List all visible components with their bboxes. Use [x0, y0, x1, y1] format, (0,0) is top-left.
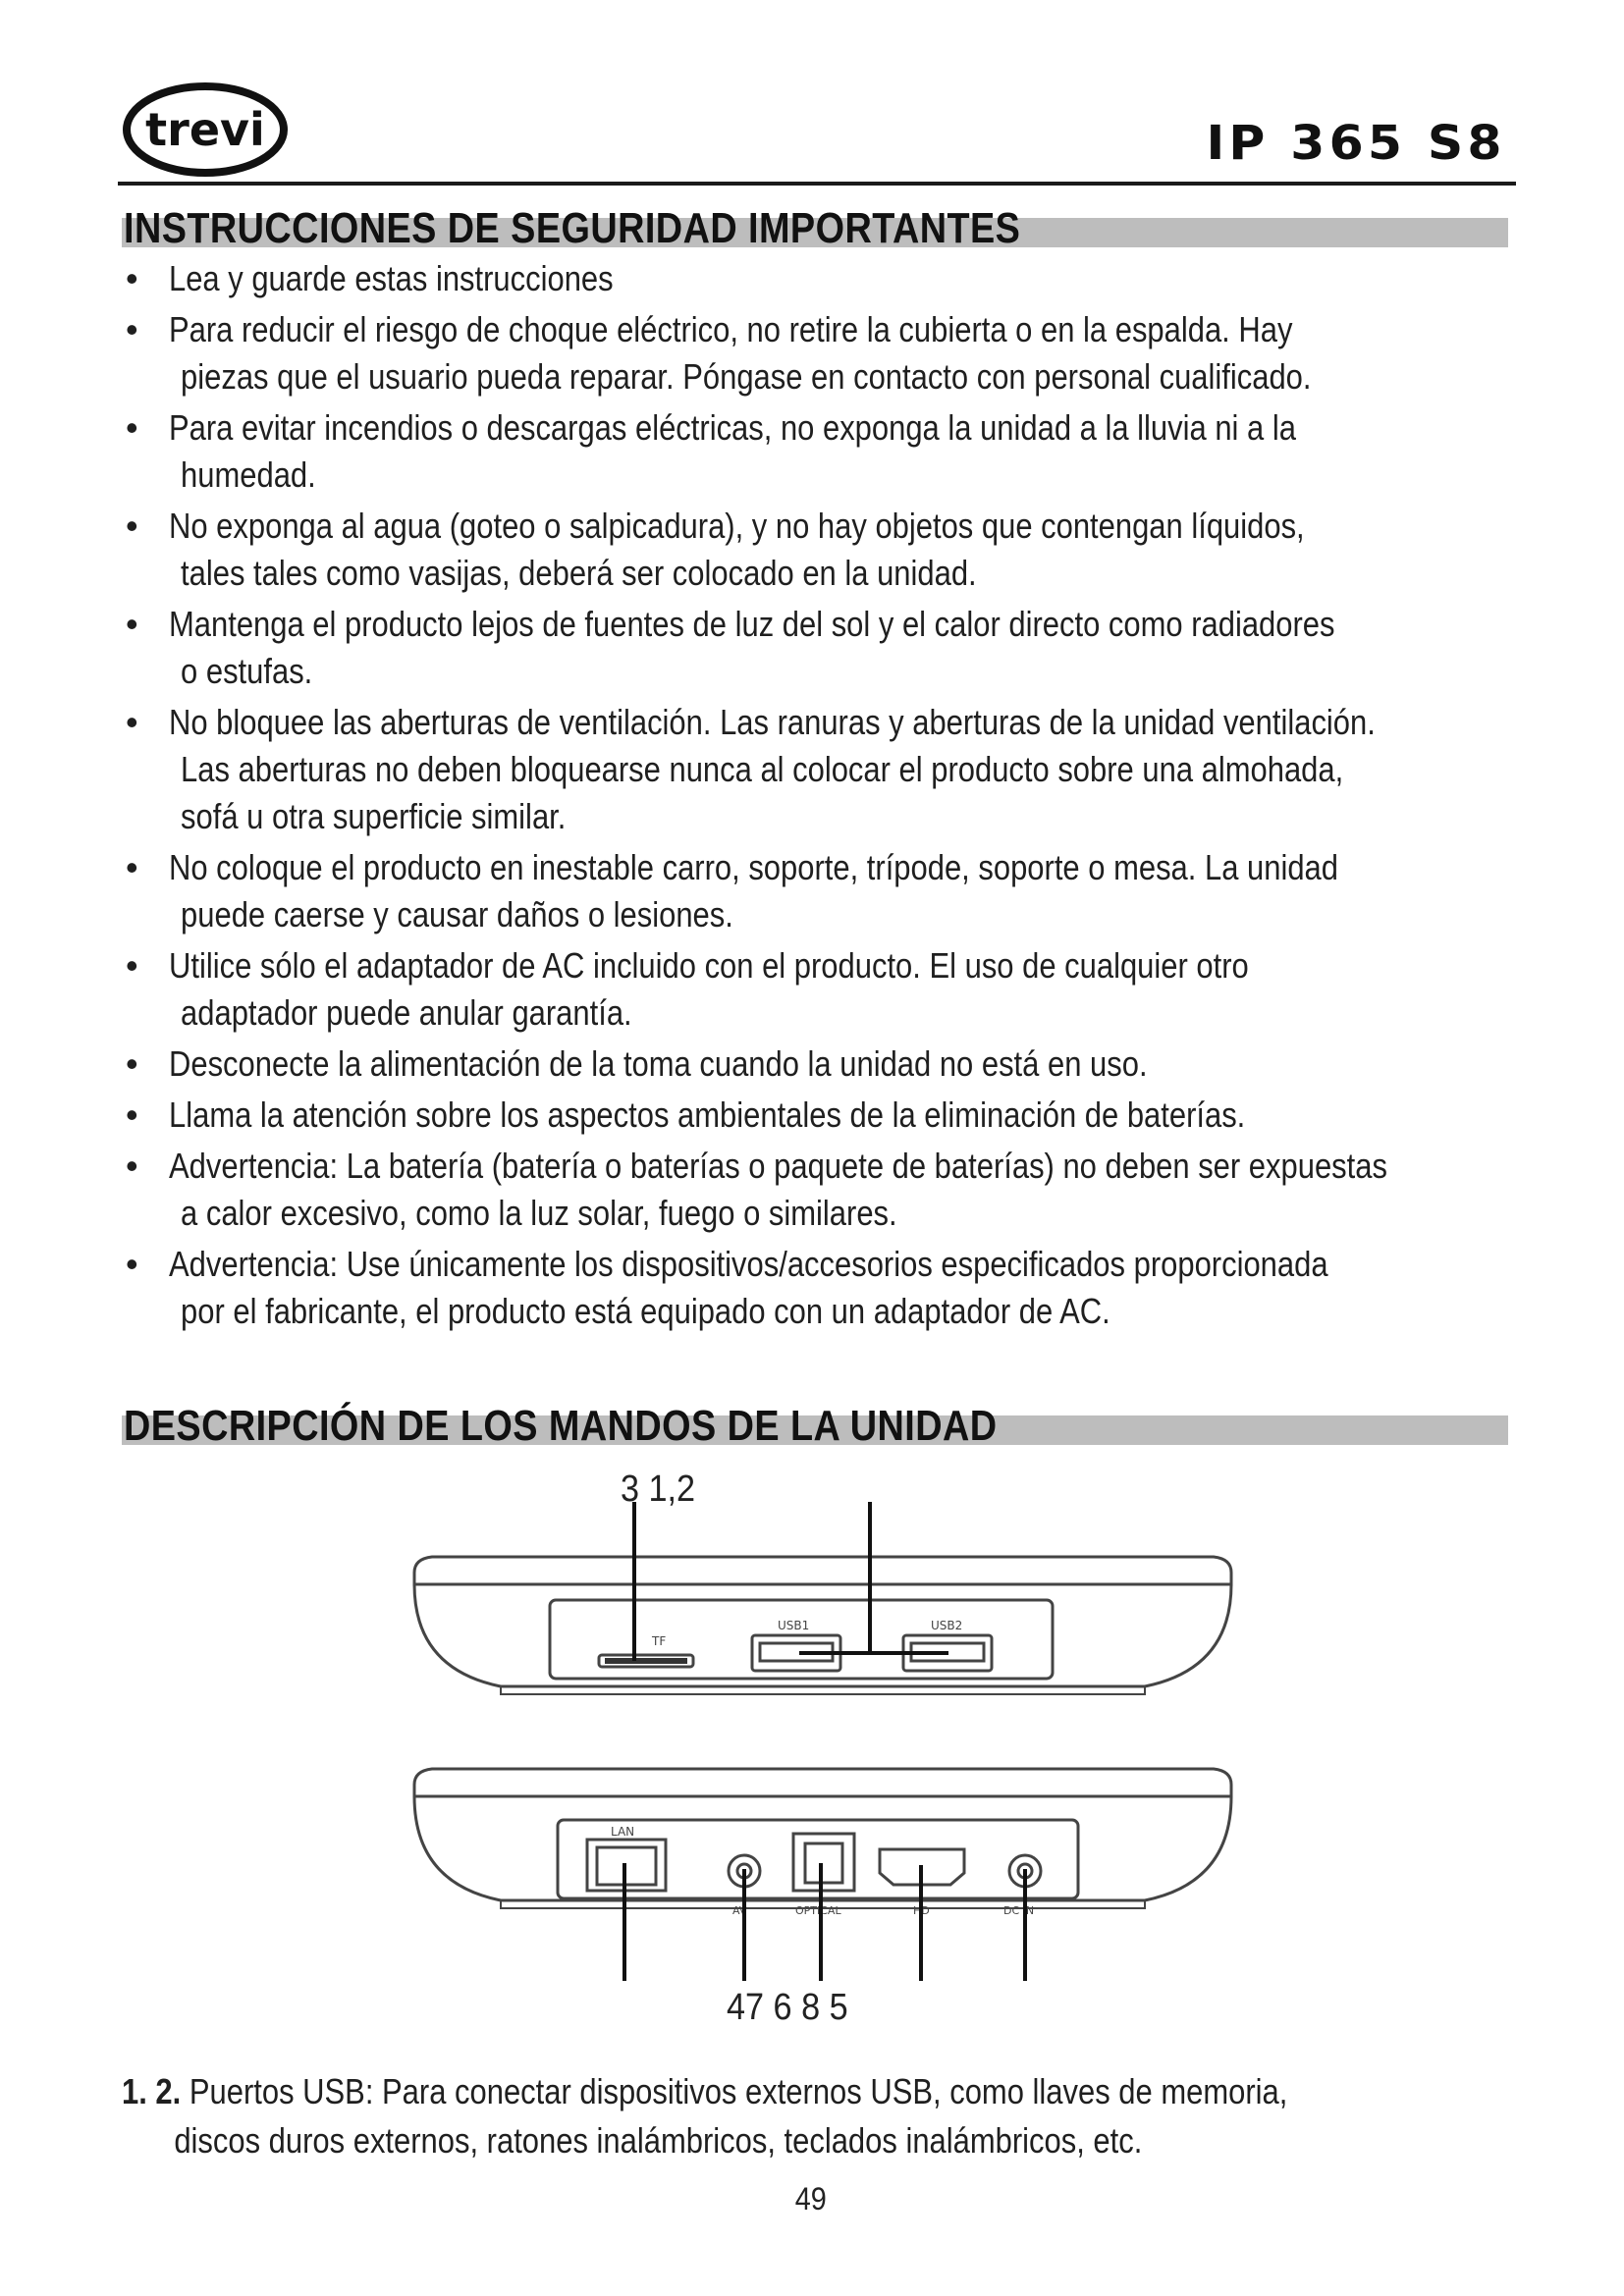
port-label-lan: LAN [611, 1825, 635, 1839]
safety-item-line: Para reducir el riesgo de choque eléctrico, no retire la cubierta o en la espalda. Hay [169, 309, 1293, 349]
desc-line1: Puertos USB: Para conectar dispositivos externos USB, como llaves de memoria, [189, 2071, 1288, 2111]
safety-item-line: tales tales como vasijas, deberá ser colocado en la unidad. [181, 553, 977, 593]
bullet-icon: • [126, 506, 138, 546]
front-pointer-lines [634, 1502, 948, 1661]
safety-item-line: piezas que el usuario pueda reparar. Póngase en contacto con personal cualificado. [181, 356, 1312, 397]
desc-number: 1. 2. [122, 2071, 182, 2111]
safety-item-line: No exponga al agua (goteo o salpicadura), y no hay objetos que contengan líquidos, [169, 506, 1305, 546]
safety-item [122, 942, 1516, 1037]
safety-item-line: Para evitar incendios o descargas eléctricas, no exponga la unidad a la lluvia ni a la [169, 407, 1296, 448]
bullet-icon: • [126, 604, 138, 644]
bullet-icon: • [126, 1244, 138, 1284]
port-label-av: AV [732, 1904, 747, 1917]
safety-item-line: por el fabricante, el producto está equipado con un adaptador de AC. [181, 1291, 1110, 1331]
safety-item-line: Utilice sólo el adaptador de AC incluido con el producto. El uso de cualquier otro [169, 945, 1249, 986]
safety-item [122, 1241, 1516, 1335]
device-front-view [414, 1557, 1231, 1694]
bullet-icon: • [126, 407, 138, 448]
desc-line2: discos duros externos, ratones inalámbricos, teclados inalámbricos, etc. [174, 2120, 1143, 2161]
heading-text: INSTRUCCIONES DE SEGURIDAD IMPORTANTES [124, 204, 1021, 252]
model-name: IP 365 S8 [1206, 116, 1506, 171]
device-diagram [393, 1453, 1257, 2042]
safety-item [122, 699, 1516, 840]
safety-item-line: No coloque el producto en inestable carro, soporte, trípode, soporte o mesa. La unidad [169, 847, 1338, 887]
section-safety-heading [122, 204, 1508, 252]
port-label-dcin: DC IN [1003, 1904, 1035, 1917]
diagram-label-bottom: 47 6 8 5 [727, 1987, 848, 2028]
safety-item [122, 1143, 1516, 1237]
page-number: 49 [794, 2181, 827, 2216]
diagram-label-top: 3 1,2 [621, 1468, 696, 1510]
safety-item-line: sofá u otra superficie similar. [181, 796, 567, 836]
port-label-optical: OPTICAL [795, 1904, 841, 1917]
safety-item-line: Lea y guarde estas instrucciones [169, 258, 614, 298]
bullet-icon: • [126, 1095, 138, 1135]
safety-item [122, 404, 1516, 499]
safety-item-line: adaptador puede anular garantía. [181, 992, 632, 1033]
bullet-icon: • [126, 945, 138, 986]
header-rule [118, 182, 1516, 186]
safety-item-line: No bloquee las aberturas de ventilación. Las ranuras y aberturas de la unidad ventilación. [169, 702, 1376, 742]
safety-item-line: humedad. [181, 454, 316, 495]
safety-item [122, 503, 1516, 597]
heading-text: DESCRIPCIÓN DE LOS MANDOS DE LA UNIDAD [124, 1402, 998, 1450]
bullet-icon: • [126, 847, 138, 887]
back-pointer-lines [624, 1863, 1025, 1981]
logo-text: trevi [145, 103, 265, 156]
safety-item-line: Mantenga el producto lejos de fuentes de luz del sol y el calor directo como radiadores [169, 604, 1335, 644]
safety-item [122, 1041, 1516, 1088]
safety-item [122, 1092, 1516, 1139]
safety-item-line: Advertencia: Use únicamente los dispositivos/accesorios especificados proporcionada [169, 1244, 1328, 1284]
bullet-icon: • [126, 1146, 138, 1186]
controls-description [122, 2067, 1516, 2165]
safety-item-line: Las aberturas no deben bloquearse nunca al colocar el producto sobre una almohada, [181, 749, 1344, 789]
bullet-icon: • [126, 258, 138, 298]
port-label-hd: HD [913, 1904, 930, 1917]
safety-item-line: puede caerse y causar daños o lesiones. [181, 894, 733, 934]
safety-item-line: o estufas. [181, 651, 313, 691]
port-label-tf: TF [652, 1634, 667, 1648]
safety-item-line: a calor excesivo, como la luz solar, fuego o similares. [181, 1193, 897, 1233]
bullet-icon: • [126, 309, 138, 349]
bullet-icon: • [126, 1043, 138, 1084]
port-label-usb2: USB2 [931, 1619, 963, 1632]
safety-item-line: Desconecte la alimentación de la toma cuando la unidad no está en uso. [169, 1043, 1148, 1084]
safety-list [122, 255, 1516, 1339]
safety-item [122, 306, 1516, 400]
section-controls-heading [122, 1402, 1508, 1450]
safety-item-line: Advertencia: La batería (batería o baterías o paquete de baterías) no deben ser expuestas [169, 1146, 1387, 1186]
port-label-usb1: USB1 [778, 1619, 810, 1632]
trevi-logo [122, 80, 289, 179]
safety-item-line: Llama la atención sobre los aspectos ambientales de la eliminación de baterías. [169, 1095, 1246, 1135]
safety-item [122, 255, 1516, 302]
safety-item [122, 844, 1516, 938]
safety-item [122, 601, 1516, 695]
bullet-icon: • [126, 702, 138, 742]
